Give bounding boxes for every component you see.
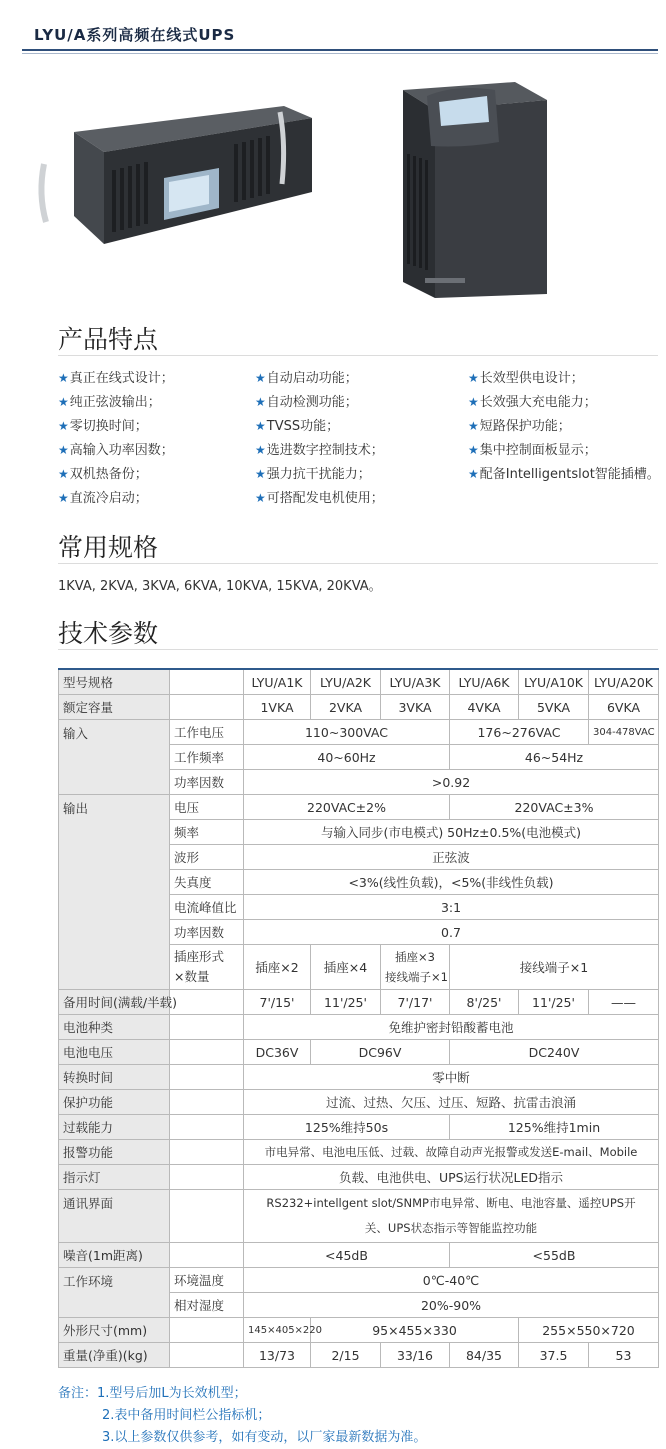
table-row xyxy=(59,695,659,720)
star-icon: ★ xyxy=(468,467,479,481)
backup-label: 备用时间(满载/半载) xyxy=(59,990,170,1015)
feature-item: ★高输入功率因数； xyxy=(58,443,174,458)
table-row xyxy=(59,669,659,695)
empty-cell xyxy=(170,1065,244,1090)
indicator-label: 指示灯 xyxy=(59,1165,170,1190)
out-thd-label: 失真度 xyxy=(170,870,244,895)
feature-item: ★短路保护功能； xyxy=(468,419,571,434)
backup-cell: 7'/15' xyxy=(244,990,311,1015)
table-row xyxy=(59,1243,659,1268)
out-socket-cell: 插座×3 接线端子×1 xyxy=(381,945,450,990)
input-pf-label: 功率因数 xyxy=(170,770,244,795)
features-title: 产品特点 xyxy=(58,325,159,354)
battery-voltage-cell: DC240V xyxy=(450,1040,659,1065)
weight-cell: 33/16 xyxy=(381,1343,450,1368)
table-row xyxy=(59,720,659,745)
overload-label: 过载能力 xyxy=(59,1115,170,1140)
out-socket-cell: 插座×4 xyxy=(311,945,381,990)
out-pf-cell: 0.7 xyxy=(244,920,659,945)
out-freq-label: 频率 xyxy=(170,820,244,845)
battery-voltage-cell: DC36V xyxy=(244,1040,311,1065)
note-item: 3.以上参数仅供参考，如有变动，以厂家最新数据为准。 xyxy=(102,1430,427,1445)
model-cell: LYU/A2K xyxy=(311,669,381,695)
output-label: 输出 xyxy=(59,795,170,990)
star-icon: ★ xyxy=(255,395,266,409)
table-row xyxy=(59,1040,659,1065)
out-voltage-label: 电压 xyxy=(170,795,244,820)
note-item: 2.表中备用时间栏公指标机； xyxy=(102,1408,271,1423)
table-row xyxy=(59,1065,659,1090)
model-label: 型号规格 xyxy=(59,669,170,695)
transfer-label: 转换时间 xyxy=(59,1065,170,1090)
star-icon: ★ xyxy=(255,419,266,433)
table-row xyxy=(59,1190,659,1243)
title-rule xyxy=(22,49,658,51)
env-hum-label: 相对湿度 xyxy=(170,1293,244,1318)
out-socket-cell: 接线端子×1 xyxy=(450,945,659,990)
params-rule xyxy=(58,649,658,650)
empty-cell xyxy=(170,1115,244,1140)
star-icon: ★ xyxy=(255,371,266,385)
feature-item: ★可搭配发电机使用； xyxy=(255,491,384,506)
feature-item: ★TVSS功能； xyxy=(255,419,340,434)
capacity-cell: 3VKA xyxy=(381,695,450,720)
out-thd-cell: <3%(线性负载)，<5%(非线性负载) xyxy=(244,870,659,895)
table-row xyxy=(59,1165,659,1190)
comm-cell: RS232+intellgent slot/SNMP市电异常、断电、电池容量、遥控UPS开 关、UPS状态指示等智能监控功能 xyxy=(244,1190,659,1243)
star-icon: ★ xyxy=(58,371,69,385)
title-rule-thin xyxy=(22,53,658,54)
capacity-label: 额定容量 xyxy=(59,695,170,720)
out-socket-cell: 插座×2 xyxy=(244,945,311,990)
env-hum-cell: 20%-90% xyxy=(244,1293,659,1318)
indicator-cell: 负载、电池供电、UPS运行状况LED指示 xyxy=(244,1165,659,1190)
capacity-cell: 4VKA xyxy=(450,695,519,720)
tower-ups-image xyxy=(395,76,555,302)
empty-cell xyxy=(170,1165,244,1190)
overload-cell: 125%维持50s xyxy=(244,1115,450,1140)
feature-item: ★自动启动功能； xyxy=(255,371,358,386)
feature-item: ★真正在线式设计； xyxy=(58,371,174,386)
battery-voltage-label: 电池电压 xyxy=(59,1040,170,1065)
alarm-label: 报警功能 xyxy=(59,1140,170,1165)
specs-title: 常用规格 xyxy=(58,533,159,562)
feature-item: ★自动检测功能； xyxy=(255,395,358,410)
out-pf-label: 功率因数 xyxy=(170,920,244,945)
comm-label: 通讯界面 xyxy=(59,1190,170,1243)
weight-cell: 13/73 xyxy=(244,1343,311,1368)
star-icon: ★ xyxy=(58,491,69,505)
env-temp-cell: 0℃-40℃ xyxy=(244,1268,659,1293)
transfer-cell: 零中断 xyxy=(244,1065,659,1090)
table-row xyxy=(59,1115,659,1140)
out-freq-cell: 与输入同步(市电模式) 50Hz±0.5%(电池模式) xyxy=(244,820,659,845)
rack-ups-image xyxy=(34,104,314,254)
model-cell: LYU/A20K xyxy=(589,669,659,695)
star-icon: ★ xyxy=(255,443,266,457)
feature-item: ★强力抗干扰能力； xyxy=(255,467,371,482)
star-icon: ★ xyxy=(255,491,266,505)
input-voltage-label: 工作电压 xyxy=(170,720,244,745)
table-row xyxy=(59,1268,659,1293)
weight-cell: 37.5 xyxy=(519,1343,589,1368)
capacity-cell: 6VKA xyxy=(589,695,659,720)
notes xyxy=(58,1383,426,1449)
backup-cell: —— xyxy=(589,990,659,1015)
params-table xyxy=(58,668,659,1368)
feature-item: ★集中控制面板显示； xyxy=(468,443,597,458)
empty-cell xyxy=(170,1090,244,1115)
page-title: LYU/A系列高频在线式UPS xyxy=(34,26,236,44)
feature-item: ★零切换时间； xyxy=(58,419,148,434)
alarm-cell: 市电异常、电池电压低、过载、故障自动声光报警或发送E-mail、Mobile xyxy=(244,1140,659,1165)
empty-cell xyxy=(170,1015,244,1040)
feature-item: ★长效型供电设计； xyxy=(468,371,584,386)
empty-cell xyxy=(170,1318,244,1343)
capacity-cell: 1VKA xyxy=(244,695,311,720)
out-socket-label: 插座形式 ×数量 xyxy=(170,945,244,990)
noise-cell: <45dB xyxy=(244,1243,450,1268)
star-icon: ★ xyxy=(468,395,479,409)
weight-cell: 2/15 xyxy=(311,1343,381,1368)
out-voltage-cell: 220VAC±2% xyxy=(244,795,450,820)
backup-cell: 7'/17' xyxy=(381,990,450,1015)
input-freq-label: 工作频率 xyxy=(170,745,244,770)
specs-line: 1KVA, 2KVA, 3KVA, 6KVA, 10KVA, 15KVA, 20KVA。 xyxy=(58,579,382,594)
feature-item: ★直流冷启动； xyxy=(58,491,148,506)
input-label: 输入 xyxy=(59,720,170,795)
table-row xyxy=(59,1140,659,1165)
empty-cell xyxy=(170,695,244,720)
dim-label: 外形尺寸(mm) xyxy=(59,1318,170,1343)
dim-cell: 95×455×330 xyxy=(311,1318,519,1343)
feature-item: ★双机热备份； xyxy=(58,467,148,482)
battery-type-cell: 免维护密封铅酸蓄电池 xyxy=(244,1015,659,1040)
features-rule xyxy=(58,355,658,356)
feature-item: ★长效强大充电能力； xyxy=(468,395,597,410)
specs-rule xyxy=(58,563,658,564)
input-voltage-cell: 176~276VAC xyxy=(450,720,589,745)
weight-cell: 84/35 xyxy=(450,1343,519,1368)
env-label: 工作环境 xyxy=(59,1268,170,1318)
protect-cell: 过流、过热、欠压、过压、短路、抗雷击浪涌 xyxy=(244,1090,659,1115)
weight-label: 重量(净重)(kg) xyxy=(59,1343,170,1368)
table-row xyxy=(59,1015,659,1040)
backup-cell: 11'/25' xyxy=(519,990,589,1015)
empty-cell xyxy=(170,1190,244,1243)
out-voltage-cell: 220VAC±3% xyxy=(450,795,659,820)
table-row xyxy=(59,1343,659,1368)
star-icon: ★ xyxy=(468,371,479,385)
out-crest-cell: 3:1 xyxy=(244,895,659,920)
env-temp-label: 环境温度 xyxy=(170,1268,244,1293)
feature-item: ★配备Intelligentslot智能插槽。 xyxy=(468,467,660,482)
input-freq-cell: 46~54Hz xyxy=(450,745,659,770)
backup-cell: 8'/25' xyxy=(450,990,519,1015)
star-icon: ★ xyxy=(58,419,69,433)
star-icon: ★ xyxy=(58,467,69,481)
empty-cell xyxy=(170,1343,244,1368)
battery-type-label: 电池种类 xyxy=(59,1015,170,1040)
feature-item: ★选进数字控制技术； xyxy=(255,443,384,458)
empty-cell xyxy=(170,990,244,1015)
dim-cell: 255×550×720 xyxy=(519,1318,659,1343)
protect-label: 保护功能 xyxy=(59,1090,170,1115)
empty-cell xyxy=(170,1040,244,1065)
noise-cell: <55dB xyxy=(450,1243,659,1268)
star-icon: ★ xyxy=(58,443,69,457)
model-cell: LYU/A1K xyxy=(244,669,311,695)
table-row xyxy=(59,1318,659,1343)
out-crest-label: 电流峰值比 xyxy=(170,895,244,920)
input-freq-cell: 40~60Hz xyxy=(244,745,450,770)
capacity-cell: 5VKA xyxy=(519,695,589,720)
star-icon: ★ xyxy=(468,419,479,433)
table-row xyxy=(59,1090,659,1115)
input-voltage-cell: 110~300VAC xyxy=(244,720,450,745)
star-icon: ★ xyxy=(255,467,266,481)
model-cell: LYU/A6K xyxy=(450,669,519,695)
noise-label: 噪音(1m距离) xyxy=(59,1243,170,1268)
empty-cell xyxy=(170,669,244,695)
model-cell: LYU/A10K xyxy=(519,669,589,695)
empty-cell xyxy=(170,1243,244,1268)
capacity-cell: 2VKA xyxy=(311,695,381,720)
table-row xyxy=(59,990,659,1015)
out-wave-cell: 正弦波 xyxy=(244,845,659,870)
battery-voltage-cell: DC96V xyxy=(311,1040,450,1065)
input-pf-cell: >0.92 xyxy=(244,770,659,795)
dim-cell: 145×405×220 xyxy=(244,1318,311,1343)
feature-item: ★纯正弦波输出； xyxy=(58,395,161,410)
backup-cell: 11'/25' xyxy=(311,990,381,1015)
weight-cell: 53 xyxy=(589,1343,659,1368)
empty-cell xyxy=(170,1140,244,1165)
input-voltage-cell: 304-478VAC xyxy=(589,720,659,745)
model-cell: LYU/A3K xyxy=(381,669,450,695)
table-row xyxy=(59,795,659,820)
params-title: 技术参数 xyxy=(58,619,159,648)
star-icon: ★ xyxy=(468,443,479,457)
out-wave-label: 波形 xyxy=(170,845,244,870)
star-icon: ★ xyxy=(58,395,69,409)
overload-cell: 125%维持1min xyxy=(450,1115,659,1140)
note-item: 备注：1.型号后加L为长效机型； xyxy=(58,1386,247,1401)
